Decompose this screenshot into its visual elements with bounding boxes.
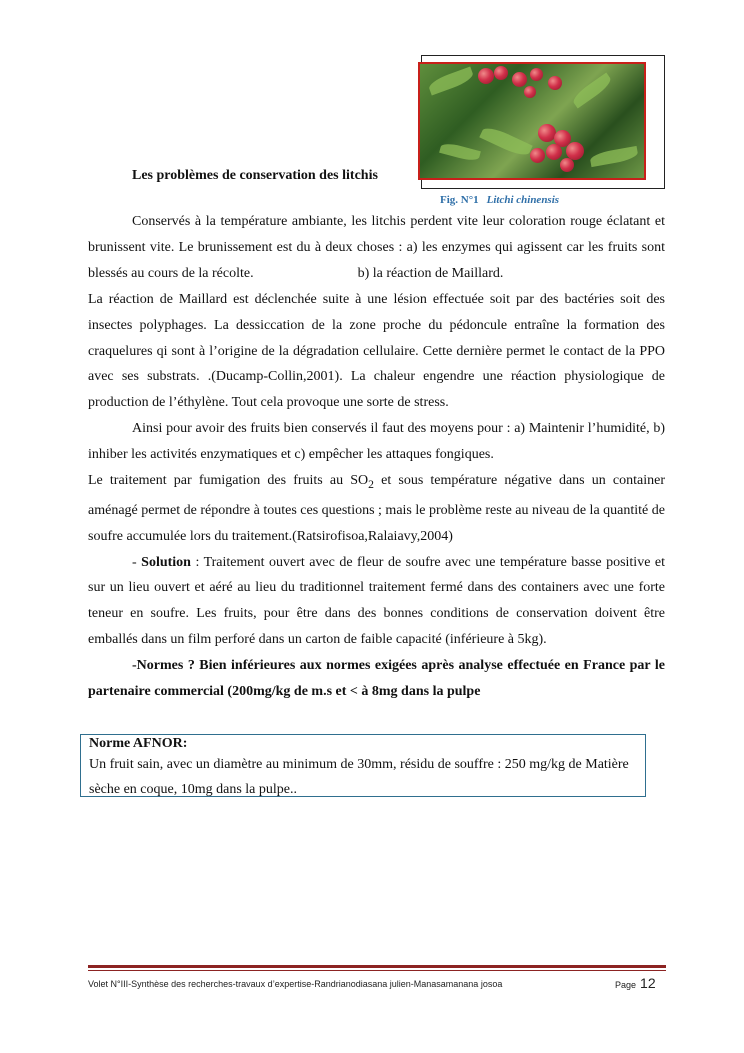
paragraph-fumigation bbox=[88, 468, 665, 550]
solution-dash: - bbox=[132, 554, 142, 570]
norme-text: Un fruit sain, avec un diamètre au minimum de 30mm, résidu de souffre : 250 mg/kg de Matière sèche en coque, 10mg dans la pulpe.. bbox=[89, 757, 629, 797]
normes-text: Normes ? Bien inférieures aux normes exigées après analyse effectuée en France par le partenaire commercial (200mg/kg de m.s et < à 8mg dans la pulpe bbox=[88, 658, 665, 700]
solution-label: Solution bbox=[141, 554, 191, 570]
paragraph-maillard: La réaction de Maillard est déclenchée suite à une lésion effectuée soit par des bactéries soit des insectes polyphages. La dessiccation de la zone proche du pédoncule entraîne la formation des craquelures qi sont à l’origine de la dégradation cellulaire. Cette dernière permet le contact de la PPO avec ses substrats. .(Ducamp-Collin,2001). La chaleur engendre une réaction physiologique de production de l’éthylène. Tout cela provoque une sorte de stress. bbox=[88, 291, 665, 411]
fumigation-text-before: Le traitement par fumigation des fruits au SO bbox=[88, 473, 369, 489]
norme-afnor-box bbox=[80, 734, 646, 797]
figure-caption-label: Fig. N°1 bbox=[440, 194, 479, 206]
footer-rule-thin bbox=[88, 970, 666, 971]
body-text bbox=[88, 209, 665, 705]
so2-subscript: 2 bbox=[368, 477, 374, 491]
paragraph-means: Ainsi pour avoir des fruits bien conservés il faut des moyens pour : a) Maintenir l’humidité, b) inhiber les activités enzymatiques et c) empêcher les attaques fongiques. bbox=[88, 421, 665, 463]
footer-rule bbox=[88, 965, 666, 968]
figure-caption-species: Litchi chinensis bbox=[486, 194, 560, 206]
paragraph-conservation-maillard: b) la réaction de Maillard. bbox=[357, 265, 504, 281]
solution-text: : Traitement ouvert avec de fleur de soufre avec une température basse positive et sur un lieu ouvert et aéré au lieu du traditionnel traitement fermé dans des containers avec une forte teneur en soufre. Les fruits, pour être dans des bonnes conditions de conservation doivent être emballés dans un film perforé dans un carton de faible capacité (inférieure à 5kg). bbox=[88, 554, 665, 648]
norme-title: Norme AFNOR: bbox=[89, 736, 188, 751]
paragraph-solution bbox=[88, 550, 665, 654]
page-label: Page bbox=[615, 980, 637, 990]
page-number: 12 bbox=[640, 975, 656, 991]
footer-page bbox=[615, 975, 656, 993]
footer-text: Volet N°III-Synthèse des recherches-travaux d’expertise-Randrianodiasana julien-Manasamanana josoa bbox=[88, 979, 503, 989]
figure-caption bbox=[440, 194, 600, 206]
paragraph-conservation-text: Conservés à la température ambiante, les litchis perdent vite leur coloration rouge éclatant et brunissent vite. Le brunissement est du à deux choses : a) les enzymes qui agissent car les fruits sont blessés au cours de la récolte. bbox=[88, 214, 665, 281]
litchi-photo bbox=[418, 62, 646, 180]
section-heading: Les problèmes de conservation des litchis bbox=[132, 168, 378, 183]
paragraph-normes bbox=[88, 653, 665, 705]
fumigation-text-after: et sous température négative dans un container aménagé permet de répondre à toutes ces questions ; mais le problème reste au niveau de la quantité de soufre accumulée lors du traitement.(Ratsirofisoa,Ralaiavy,2004) bbox=[88, 473, 665, 544]
paragraph-conservation bbox=[88, 209, 665, 287]
normes-dash: - bbox=[132, 658, 137, 674]
